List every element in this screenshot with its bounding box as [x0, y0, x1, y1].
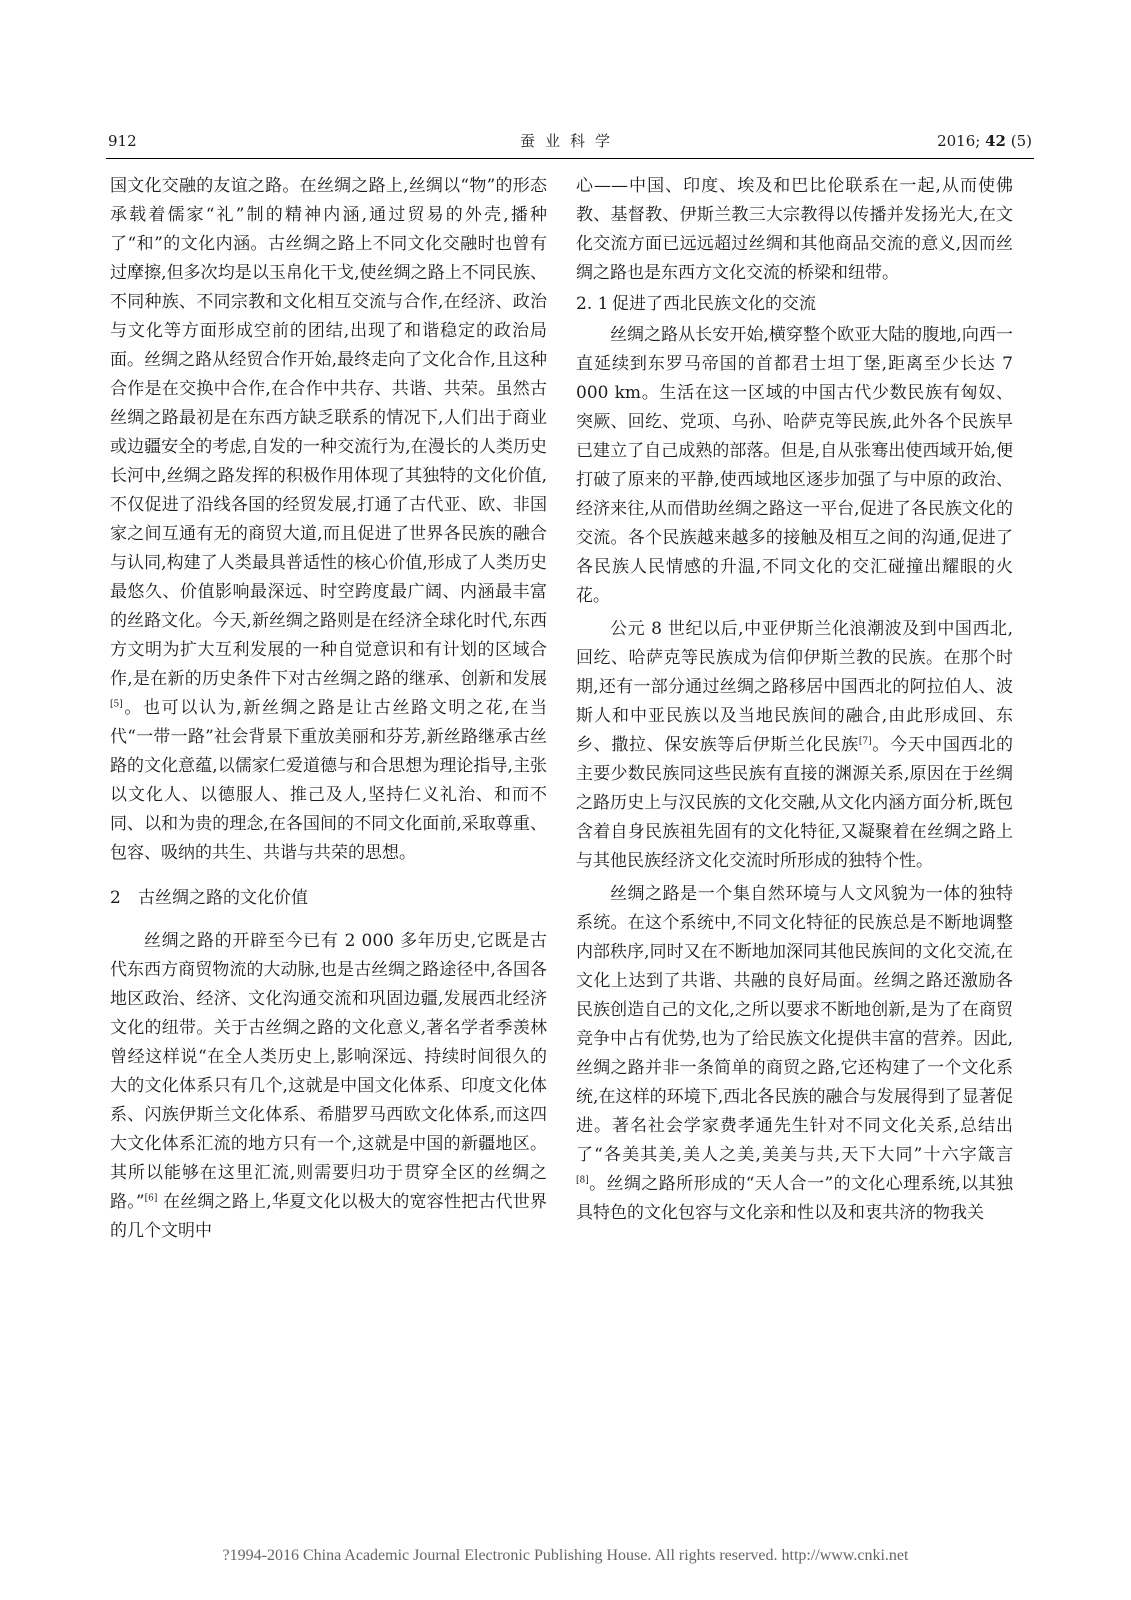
paragraph: [110, 172, 547, 868]
left-column: [110, 172, 547, 1246]
header-rule: [106, 158, 1034, 159]
copyright-footer: ?1994-2016 China Academic Journal Electronic Publishing House. All rights reserved. http://www.cnki.net: [222, 1547, 909, 1564]
issue-number: (5): [1010, 132, 1032, 150]
page-number: 912: [108, 132, 137, 150]
subsection-heading: [576, 290, 1013, 319]
paragraph: [110, 927, 547, 1246]
paragraph-text: 公元 8 世纪以后,中亚伊斯兰化浪潮波及到中国西北,回纥、哈萨克等民族成为信仰伊斯兰教的民族。在那个时期,还有一部分通过丝绸之路移居中国西北的阿拉伯人、波斯人和中亚民族以及当地民族间的融合,由此形成回、东乡、撒拉、保安族等后伊斯兰化民族: [576, 619, 1013, 755]
citation-ref[interactable]: [6]: [144, 1193, 158, 1204]
issue-year: 2016;: [937, 132, 981, 150]
paragraph: 心——中国、印度、埃及和巴比伦联系在一起,从而使佛教、基督教、伊斯兰教三大宗教得以传播并发扬光大,在文化交流方面已远远超过丝绸和其他商品交流的意义,因而丝绸之路也是东西方文化交流的桥梁和纽带。: [576, 176, 1013, 283]
paragraph-text: 丝绸之路的开辟至今已有 2 000 多年历史,它既是古代东西方商贸物流的大动脉,也是古丝绸之路途径中,各国各地区政治、经济、文化沟通交流和巩固边疆,发展西北经济文化的纽带。关于古丝绸之路的文化意义,著名学者季羡林曾经这样说“在全人类历史上,影响深远、持续时间很久的大的文化体系只有几个,这就是中国文化体系、印度文化体系、闪族伊斯兰文化体系、希腊罗马西欧文化体系,而这四大文化体系汇流的地方只有一个,这就是中国的新疆地区。其所以能够在这里汇流,则需要归功于贯穿全区的丝绸之路。”: [110, 931, 547, 1212]
paragraph-text: 国文化交融的友谊之路。在丝绸之路上,丝绸以“物”的形态承载着儒家“礼”制的精神内涵,通过贸易的外壳,播种了“和”的文化内涵。古丝绸之路上不同文化交融时也曾有过摩擦,但多次均是以玉帛化干戈,使丝绸之路上不同民族、不同种族、不同宗教和文化相互交流与合作,在经济、政治与文化等方面形成空前的团结,出现了和谐稳定的政治局面。丝绸之路从经贸合作开始,最终走向了文化合作,且这种合作是在交换中合作,在合作中共存、共谐、共荣。虽然古丝绸之路最初是在东西方缺乏联系的情况下,人们出于商业或边疆安全的考虑,自发的一种交流行为,在漫长的人类历史长河中,丝绸之路发挥的积极作用体现了其独特的文化价值,不仅促进了沿线各国的经贸发展,打通了古代亚、欧、非国家之间互通有无的商贸大道,而且促进了世界各民族的融合与认同,构建了人类最具普适性的核心价值,形成了人类历史最悠久、价值影响最深远、时空跨度最广阔、内涵最丰富的丝路文化。今天,新丝绸之路则是在经济全球化时代,东西方文明为扩大互利发展的一种自觉意识和有计划的区域合作,是在新的历史条件下对古丝绸之路的继承、创新和发展: [110, 176, 547, 689]
section-heading: [110, 884, 547, 913]
issue-volume: 42: [985, 132, 1006, 150]
running-header: [108, 130, 1032, 152]
paragraph: [576, 880, 1013, 1228]
paragraph: [576, 615, 1013, 876]
citation-ref[interactable]: [7]: [858, 736, 872, 747]
paragraph-text: 。今天中国西北的主要少数民族同这些民族有直接的渊源关系,原因在于丝绸之路历史上与汉民族的文化交融,从文化内涵方面分析,既包含着自身民族祖先固有的文化特征,又凝聚着在丝绸之路上与其他民族经济文化交流时所形成的独特个性。: [576, 735, 1014, 871]
journal-title: 蚕业科学: [519, 132, 620, 150]
section-title: 古丝绸之路的文化价值: [138, 888, 308, 908]
paragraph-text: 在丝绸之路上,华夏文化以极大的宽容性把古代世界的几个文明中: [110, 1192, 547, 1241]
paragraph-text: 。也可以认为,新丝绸之路是让古丝路文明之花,在当代“一带一路”社会背景下重放美丽和芬芳,新丝路继承古丝路的文化意蕴,以儒家仁爱道德与和合思想为理论指导,主张以文化人、以德服人、推己及人,坚持仁义礼治、和而不同、以和为贵的理念,在各国间的不同文化面前,采取尊重、包容、吸纳的共生、共谐与共荣的思想。: [110, 698, 547, 863]
subsection-number: 2. 1: [576, 294, 609, 314]
paragraph-text: 丝绸之路是一个集自然环境与人文风貌为一体的独特系统。在这个系统中,不同文化特征的民族总是不断地调整内部秩序,同时又在不断地加深同其他民族间的文化交流,在文化上达到了共谐、共融的良好局面。丝绸之路还激励各民族创造自己的文化,之所以要求不断地创新,是为了在商贸竞争中占有优势,也为了给民族文化提供丰富的营养。因此,丝绸之路并非一条简单的商贸之路,它还构建了一个文化系统,在这样的环境下,西北各民族的融合与发展得到了显著促进。著名社会学家费孝通先生针对不同文化关系,总结出了“各美其美,美人之美,美美与共,天下大同”十六字箴言: [576, 884, 1013, 1165]
citation-ref[interactable]: [8]: [576, 1175, 589, 1186]
right-column: [576, 172, 1013, 1228]
paragraph-text: 。丝绸之路所形成的“天人合一”的文化心理系统,以其独具特色的文化包容与文化亲和性以及和衷共济的物我关: [576, 1174, 1013, 1223]
issue-info: [937, 130, 1032, 152]
paragraph: 丝绸之路从长安开始,横穿整个欧亚大陆的腹地,向西一直延续到东罗马帝国的首都君士坦丁堡,距离至少长达 7 000 km。生活在这一区域的中国古代少数民族有匈奴、突厥、回纥、党项、乌孙、哈萨克等民族,此外各个民族早已建立了自己成熟的部落。但是,自从张骞出使西域开始,便打破了原来的平静,使西域地区逐步加强了与中原的政治、经济来往,从而借助丝绸之路这一平台,促进了各民族文化的交流。各个民族越来越多的接触及相互之间的沟通,促进了各民族人民情感的升温,不同文化的交汇碰撞出耀眼的火花。: [576, 325, 1013, 606]
section-number: 2: [110, 888, 121, 908]
subsection-title: 促进了西北民族文化的交流: [612, 294, 816, 314]
citation-ref[interactable]: [5]: [110, 699, 123, 710]
